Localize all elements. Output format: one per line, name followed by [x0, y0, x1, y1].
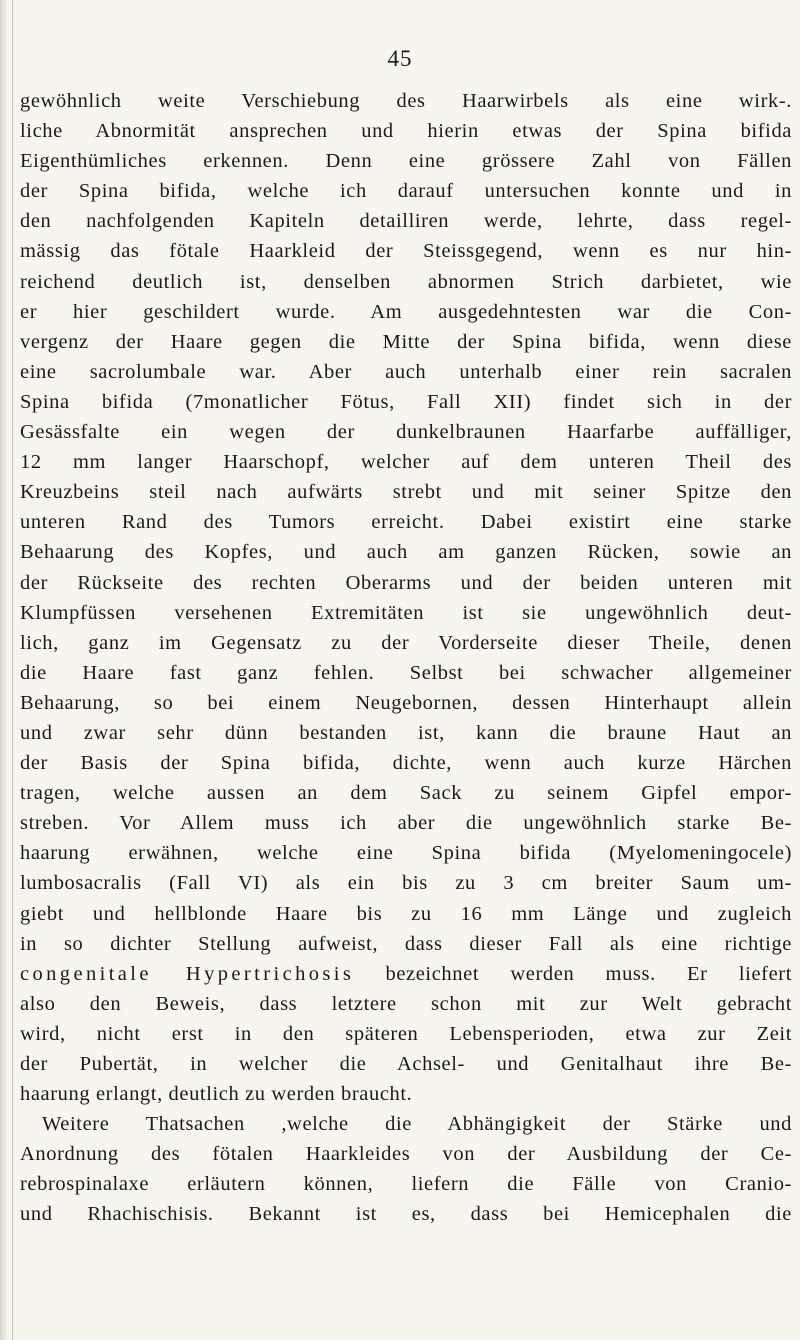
text-line: lumbosacralis (Fall VI) als ein bis zu 3 cm breiter Saum um-: [20, 872, 792, 895]
text-line: tragen, welche aussen an dem Sack zu seinem Gipfel empor-: [20, 782, 792, 805]
text-line: der Basis der Spina bifida, dichte, wenn auch kurze Härchen: [20, 752, 792, 775]
text-line: unteren Rand des Tumors erreicht. Dabei existirt eine starke: [20, 511, 792, 534]
text-line: den nachfolgenden Kapiteln detailliren werde, lehrte, dass regel-: [20, 210, 792, 233]
text-line: und zwar sehr dünn bestanden ist, kann die braune Haut an: [20, 721, 792, 744]
text-line: der Pubertät, in welcher die Achsel- und Genitalhaut ihre Be-: [20, 1053, 792, 1075]
text-line: reichend deutlich ist, denselben abnormen Strich darbietet, wie: [20, 270, 792, 293]
text-line: haarung erwähnen, welche eine Spina bifida (Myelomeningocele): [20, 842, 792, 865]
text-line: und Rhachischisis. Bekannt ist es, dass bei Hemicephalen die: [20, 1203, 792, 1226]
page-number: 45: [387, 46, 413, 71]
text-line: Eigenthümliches erkennen. Denn eine grössere Zahl von Fällen: [20, 150, 792, 173]
text-line: Behaarung, so bei einem Neugebornen, dessen Hinterhaupt allein: [20, 691, 792, 714]
text-line: er hier geschildert wurde. Am ausgedehntesten war die Con-: [20, 300, 792, 323]
text-line: eine sacrolumbale war. Aber auch unterhalb einer rein sacralen: [20, 360, 792, 383]
text-line: der Spina bifida, welche ich darauf untersuchen konnte und in: [20, 180, 792, 203]
text-line: Gesässfalte ein wegen der dunkelbraunen Haarfarbe auffälliger,: [20, 421, 792, 444]
page-binding-line: [12, 0, 13, 1340]
text-line: mässig das fötale Haarkleid der Steissgegend, wenn es nur hin-: [20, 240, 792, 263]
text-line-paragraph-end: haarung erlangt, deutlich zu werden braucht.: [20, 1083, 413, 1106]
text-line: Kreuzbeins steil nach aufwärts strebt und mit seiner Spitze den: [20, 481, 792, 504]
text-line: vergenz der Haare gegen die Mitte der Spina bifida, wenn diese: [20, 330, 792, 353]
spaced-emphasis: congenitale Hypertrichosis: [20, 962, 355, 985]
text-line: giebt und hellblonde Haare bis zu 16 mm Länge und zugleich: [20, 902, 792, 925]
text-line: in so dichter Stellung aufweist, dass dieser Fall als eine richtige: [20, 932, 792, 955]
text-line-paragraph-start: Weitere Thatsachen ,welche die Abhängigkeit der Stärke und: [42, 1113, 792, 1136]
text-line: die Haare fast ganz fehlen. Selbst bei schwacher allgemeiner: [20, 661, 792, 684]
text-line: also den Beweis, dass letztere schon mit zur Welt gebracht: [20, 992, 792, 1015]
text-line-emphasis: [20, 959, 792, 989]
text-line: lich, ganz im Gegensatz zu der Vorderseite dieser Theile, denen: [20, 631, 792, 654]
text-line: der Rückseite des rechten Oberarms und der beiden unteren mit: [20, 571, 792, 594]
text-line: 12 mm langer Haarschopf, welcher auf dem unteren Theil des: [20, 451, 792, 474]
emphasis-line-rest: bezeichnet werden muss. Er liefert: [354, 962, 792, 985]
text-line: gewöhnlich weite Verschiebung des Haarwirbels als eine wirk-.: [20, 90, 792, 112]
page-binding-edge: [0, 0, 10, 1340]
text-line: streben. Vor Allem muss ich aber die ungewöhnlich starke Be-: [20, 812, 792, 835]
text-line: Anordnung des fötalen Haarkleides von der Ausbildung der Ce-: [20, 1143, 792, 1166]
text-line: rebrospinalaxe erläutern können, liefern die Fälle von Cranio-: [20, 1173, 792, 1196]
text-line: Spina bifida (7monatlicher Fötus, Fall XII) findet sich in der: [20, 390, 792, 413]
text-line: Klumpfüssen versehenen Extremitäten ist sie ungewöhnlich deut-: [20, 601, 792, 624]
text-line: Behaarung des Kopfes, und auch am ganzen Rücken, sowie an: [20, 541, 792, 564]
text-line: wird, nicht erst in den späteren Lebensperioden, etwa zur Zeit: [20, 1022, 792, 1045]
text-line: liche Abnormität ansprechen und hierin etwas der Spina bifida: [20, 120, 792, 143]
body-text: [20, 86, 792, 1230]
